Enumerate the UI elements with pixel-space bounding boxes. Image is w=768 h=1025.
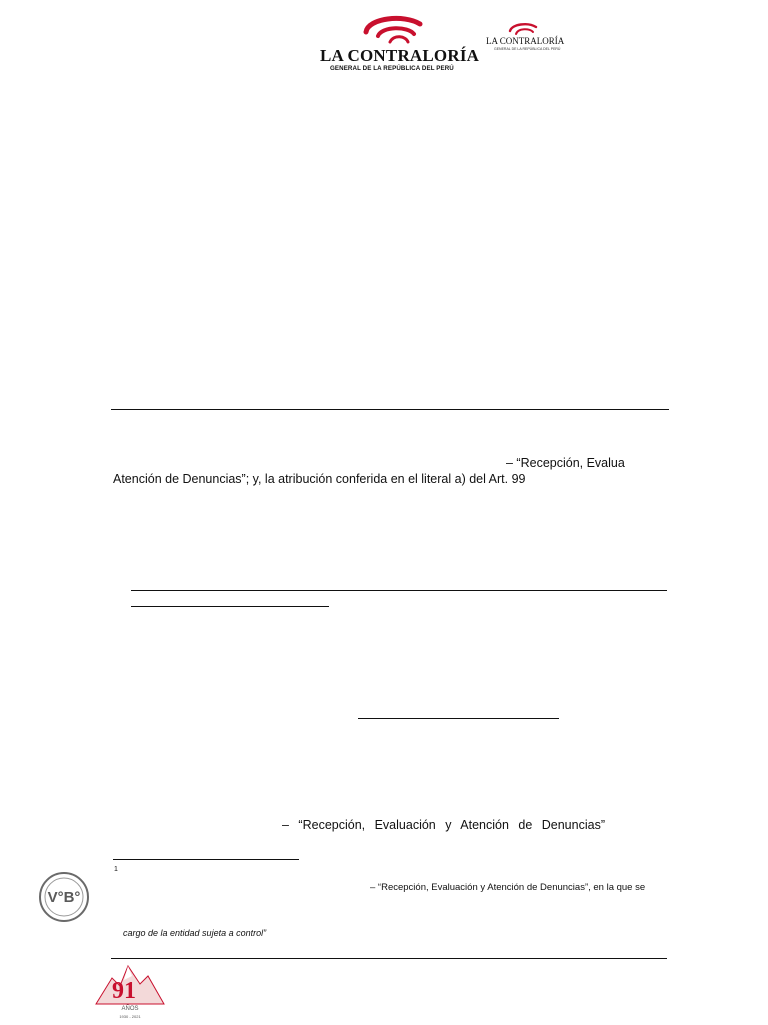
footnote-separator [113,859,299,860]
mountain-icon [94,958,166,1020]
logo-small-brand-text: LA CONTRALORÍA [486,36,565,46]
body-text-line: – “Recepción, Evaluación y Atención de Denuncias” [282,818,605,832]
body-text-line: Atención de Denuncias”; y, la atribución conferida en el literal a) del Art. 99 [113,472,526,486]
anniversary-label: AÑOS [121,1006,139,1012]
anniversary-years: 1930 - 2021 [119,1014,141,1019]
section-divider [111,409,669,410]
underline [131,606,329,607]
underline [131,590,667,591]
footnote-number: 1 [114,866,118,873]
body-text-line: – “Recepción, Evalua [506,456,625,470]
stamp-text: V°B° [47,889,81,906]
contraloria-emblem-icon [358,14,428,46]
footnote-text: – “Recepción, Evaluación y Atención de Denuncias”, en la que se [370,882,646,893]
footnote-text: cargo de la entidad sujeta a control” [123,928,267,938]
stamp-circle-icon [38,871,90,923]
underline [358,718,559,719]
logo-brand-text: LA CONTRALORÍA [320,46,480,65]
contraloria-logo-small [486,22,565,52]
visto-bueno-stamp [38,871,90,923]
contraloria-logo-main [318,14,480,74]
logo-small-subtitle-text: GENERAL DE LA REPÚBLICA DEL PERÚ [494,47,561,51]
logo-subtitle-text: GENERAL DE LA REPÚBLICA DEL PERÚ [330,65,454,72]
page-footer-divider [111,958,667,959]
anniversary-logo [94,958,166,1020]
anniversary-number: 91 [112,978,136,1004]
